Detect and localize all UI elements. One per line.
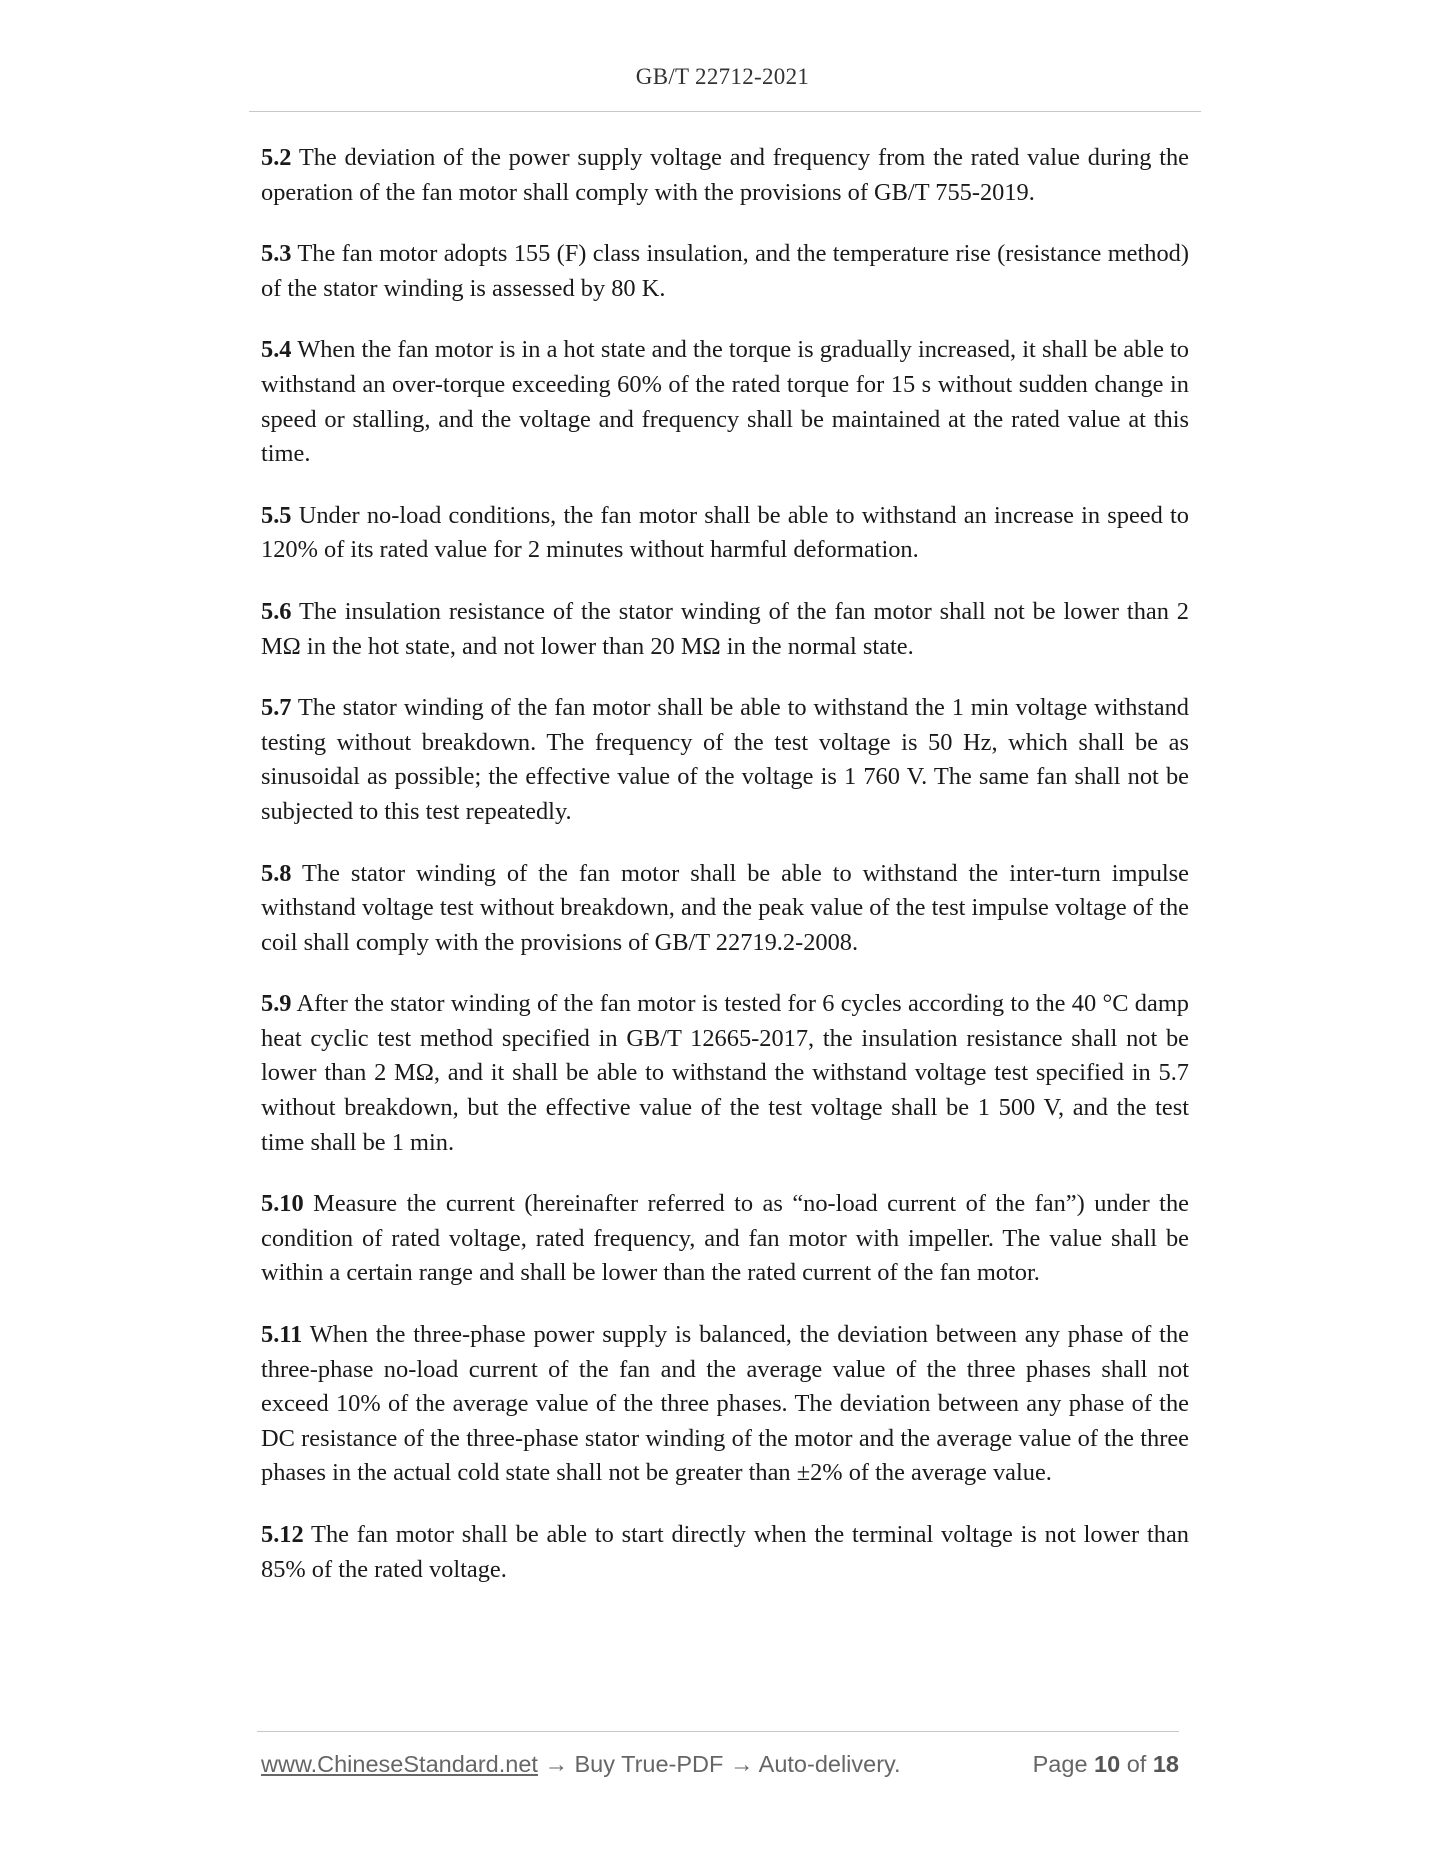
clause-5-2 (261, 141, 1189, 210)
clause-text: The stator winding of the fan motor shall be able to withstand the 1 min voltage withstand testing without breakdown. The frequency of the test voltage is 50 Hz, which shall be as sinusoidal as possible; the effective value of the voltage is 1 760 V. The same fan shall not be subjected to this test repeatedly. (261, 694, 1189, 825)
clause-text: The fan motor adopts 155 (F) class insulation, and the temperature rise (resistance method) of the stator winding is assessed by 80 K. (261, 240, 1189, 302)
clause-number: 5.12 (261, 1521, 304, 1548)
clause-5-8 (261, 857, 1189, 961)
clause-number: 5.5 (261, 501, 292, 529)
clause-number: 5.3 (261, 240, 292, 268)
clause-text: Under no-load conditions, the fan motor shall be able to withstand an increase in speed to 120% of its rated value for 2 minutes without harmful deformation. (261, 501, 1189, 564)
clause-number: 5.2 (261, 144, 292, 171)
footer-tagline: → Buy True-PDF → Auto-delivery. (537, 1751, 901, 1777)
clause-text: When the fan motor is in a hot state and the torque is gradually increased, it shall be able to withstand an over-torque exceeding 60% of the rated torque for 15 s without sudden change in speed or stalling, and the voltage and frequency shall be maintained at the rated value at this time. (261, 336, 1189, 468)
footer-divider (257, 1731, 1179, 1732)
clause-text: When the three-phase power supply is balanced, the deviation between any phase of the three-phase no-load current of the fan and the average value of the three phases shall not exceed 10% of the average value of the three phases. The deviation between any phase of the DC resistance of the three-phase stator winding of the motor and the average value of the three phases in the actual cold state shall not be greater than ±2% of the average value. (261, 1321, 1189, 1487)
clause-text: The insulation resistance of the stator winding of the fan motor shall not be lower than 2 MΩ in the hot state, and not lower than 20 MΩ in the normal state. (261, 597, 1189, 660)
clause-5-11 (261, 1318, 1189, 1491)
total-pages-number: 18 (1152, 1751, 1179, 1777)
page-label: Page (1032, 1751, 1088, 1777)
clause-number: 5.7 (261, 694, 292, 722)
clause-5-10 (261, 1187, 1189, 1291)
clause-number: 5.8 (261, 859, 292, 887)
page-footer (261, 1751, 1179, 1778)
current-page-number: 10 (1094, 1751, 1121, 1777)
header-divider (249, 111, 1201, 112)
clause-5-5 (261, 499, 1189, 568)
clause-5-3 (261, 237, 1189, 306)
footer-promo (261, 1751, 901, 1778)
clause-text: The stator winding of the fan motor shall be able to withstand the inter-turn impulse withstand voltage test without breakdown, and the peak value of the test impulse voltage of the coil shall comply with the provisions of GB/T 22719.2-2008. (261, 859, 1189, 956)
of-label: of (1126, 1751, 1147, 1777)
clause-text: The deviation of the power supply voltage and frequency from the rated value during the operation of the fan motor shall comply with the provisions of GB/T 755-2019. (261, 144, 1189, 206)
clause-text: The fan motor shall be able to start directly when the terminal voltage is not lower than 85% of the rated voltage. (261, 1521, 1189, 1583)
clause-5-6 (261, 595, 1189, 664)
clause-5-7 (261, 691, 1189, 829)
page-header-standard-code: GB/T 22712-2021 (635, 64, 810, 89)
clause-5-4 (261, 333, 1189, 471)
page-counter (1033, 1751, 1179, 1778)
clause-number: 5.4 (261, 336, 292, 364)
document-body (261, 141, 1189, 1614)
clause-number: 5.10 (261, 1190, 304, 1218)
clause-number: 5.6 (261, 597, 292, 625)
clause-text: Measure the current (hereinafter referred to as “no-load current of the fan”) under the condition of rated voltage, rated frequency, and fan motor with impeller. The value shall be within a certain range and shall be lower than the rated current of the fan motor. (261, 1190, 1189, 1287)
clause-5-9 (261, 987, 1189, 1160)
clause-text: After the stator winding of the fan motor is tested for 6 cycles according to the 40 °C damp heat cyclic test method specified in GB/T 12665-2017, the insulation resistance shall not be lower than 2 MΩ, and it shall be able to withstand the withstand voltage test specified in 5.7 without breakdown, but the effective value of the test voltage shall be 1 500 V, and the test time shall be 1 min. (261, 990, 1189, 1156)
website-link[interactable]: www.ChineseStandard.net (261, 1751, 538, 1777)
clause-number: 5.11 (261, 1321, 303, 1349)
clause-5-12 (261, 1518, 1189, 1587)
clause-number: 5.9 (261, 990, 292, 1018)
